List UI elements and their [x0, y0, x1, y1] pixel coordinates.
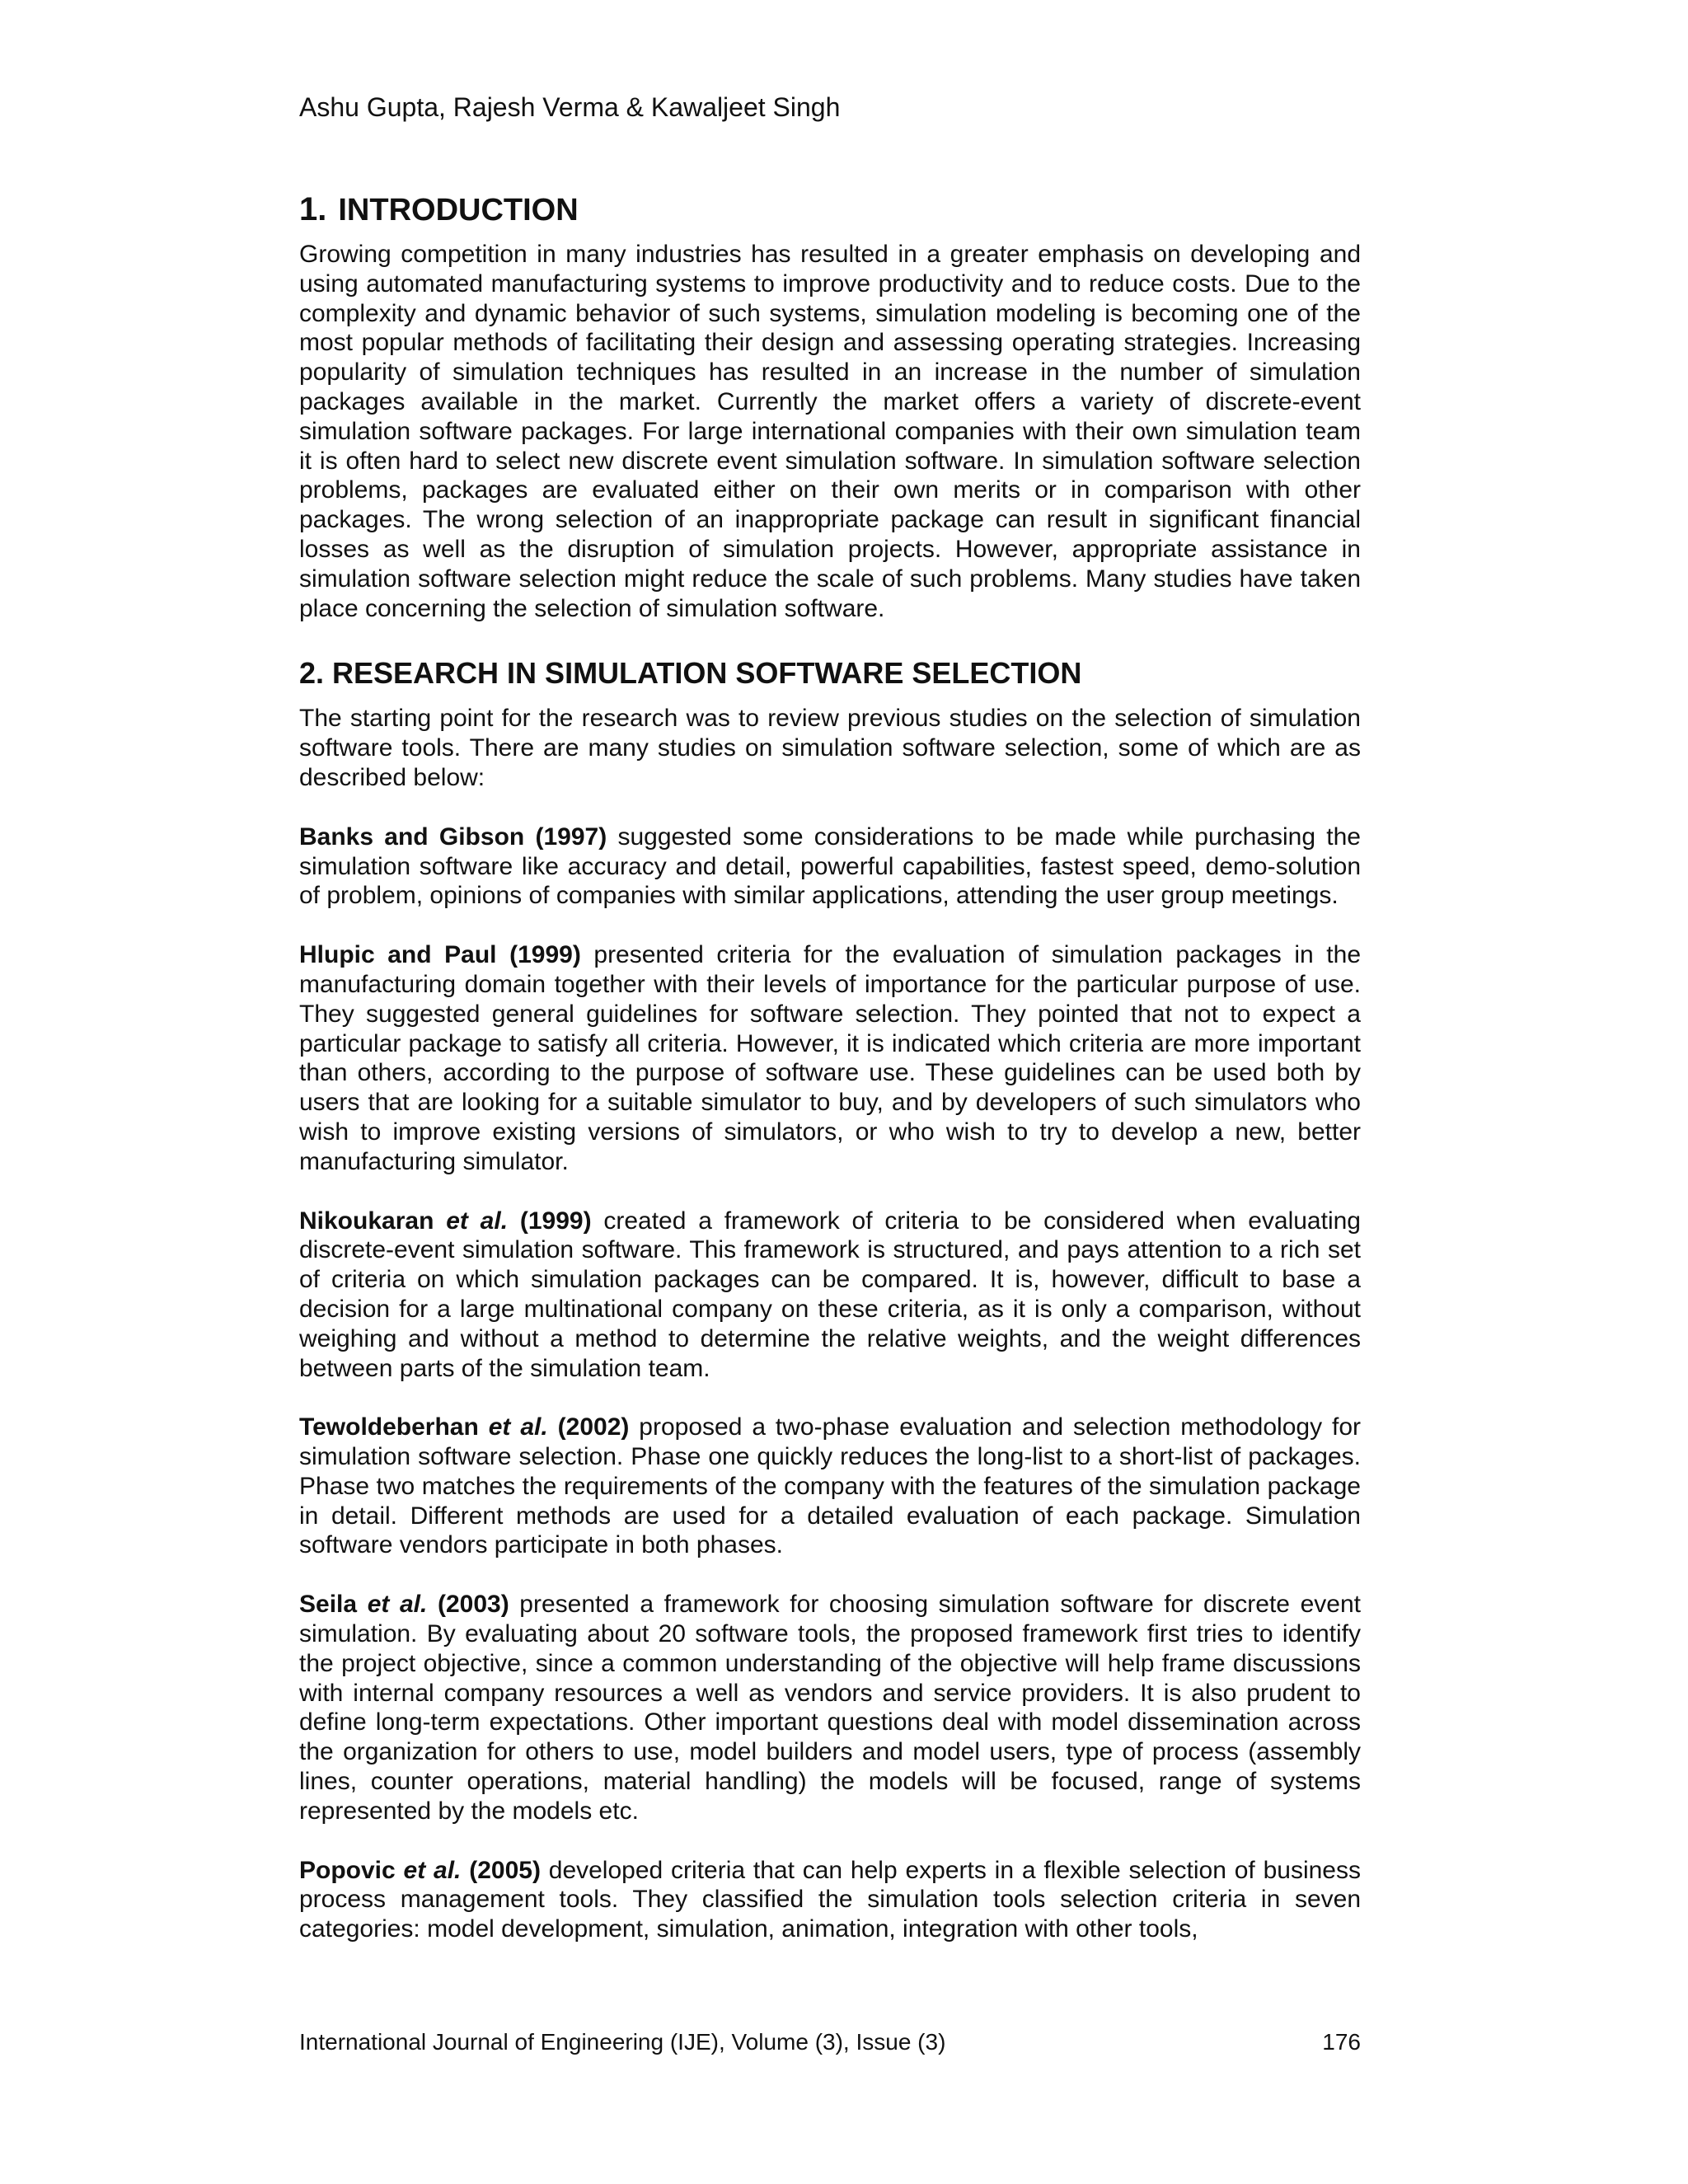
study-text: suggested some considerations to be made while purchasing the simulation software like accuracy and detail, powerful capabilities, fastest speed, demo-solution of problem, opinions of companies with similar applications, attending the user group meetings. — [299, 823, 1361, 910]
study-etal: et al. — [446, 1207, 509, 1235]
paper-body — [299, 191, 1361, 1974]
study-paragraph-seila — [299, 1590, 1361, 1825]
study-text: proposed a two-phase evaluation and selection methodology for simulation software selection. Phase one quickly reduces the long-list to a short-list of packages. Phase two matches the requirements of the company with the features of the simulation package in detail. Different methods are used for a detailed evaluation of each package. Simulation software vendors participate in both phases. — [299, 1413, 1361, 1559]
study-text: presented a framework for choosing simulation software for discrete event simulation. By evaluating about 20 software tools, the proposed framework first tries to identify the project objective, since a common understanding of the objective will help frame discussions with internal company resources a well as vendors and service providers. It is also prudent to define long-term expectations. Other important questions deal with model dissemination across the organization for others to use, model builders and model users, type of process (assembly lines, counter operations, material handling) the models will be focused, range of systems represented by the models etc. — [299, 1591, 1361, 1825]
study-etal: et al. — [403, 1856, 462, 1884]
study-year: (1999) — [519, 1207, 592, 1235]
study-etal: et al. — [488, 1413, 548, 1441]
study-authors: Banks and Gibson — [299, 823, 525, 851]
study-authors: Popovic — [299, 1856, 396, 1884]
study-paragraph-nikoukaran — [299, 1207, 1361, 1384]
section-heading-introduction — [299, 191, 1361, 228]
study-paragraph-popovic — [299, 1856, 1361, 1944]
study-authors: Hlupic and Paul — [299, 941, 497, 969]
study-paragraph-tewoldeberhan — [299, 1413, 1361, 1560]
running-footer — [299, 2027, 1361, 2057]
study-authors: Seila — [299, 1591, 358, 1619]
study-etal: et al. — [367, 1591, 428, 1619]
introduction-paragraph: Growing competition in many industries has resulted in a greater emphasis on developing and using automated manufacturing systems to improve productivity and to reduce costs. Due to the complexity and dynamic behavior of such systems, simulation modeling is becoming one of the most popular methods of facilitating their design and assessing operating strategies. Increasing popularity of simulation techniques has resulted in an increase in the number of simulation packages available in the market. Currently the market offers a variety of discrete-event simulation software packages. For large international companies with their own simulation team it is often hard to select new discrete event simulation software. In simulation software selection problems, packages are evaluated either on their own merits or in comparison with other packages. The wrong selection of an inappropriate package can result in significant financial losses as well as the disruption of simulation projects. However, appropriate assistance in simulation software selection might reduce the scale of such problems. Many studies have taken place concerning the selection of simulation software. — [299, 241, 1361, 622]
research-intro-paragraph: The starting point for the research was to review previous studies on the selection of simulation software tools. There are many studies on simulation software selection, some of which are as described below: — [299, 705, 1361, 791]
study-paragraph-hlupic — [299, 940, 1361, 1176]
study-year: (2002) — [557, 1413, 630, 1441]
journal-citation: International Journal of Engineering (IJE), Volume (3), Issue (3) — [299, 2029, 946, 2055]
study-paragraph-banks — [299, 823, 1361, 911]
study-year: (2003) — [437, 1591, 509, 1619]
study-authors: Nikoukaran — [299, 1207, 434, 1235]
study-year: (1999) — [509, 941, 581, 969]
study-text: created a framework of criteria to be considered when evaluating discrete-event simulation software. This framework is structured, and pays attention to a rich set of criteria on which simulation packages can be compared. It is, however, difficult to base a decision for a large multinational company on these criteria, as it is only a comparison, without weighing and without a method to determine the relative weights, and the weight differences between parts of the simulation team. — [299, 1207, 1361, 1382]
study-year: (2005) — [469, 1856, 541, 1884]
section-title: INTRODUCTION — [338, 193, 579, 227]
running-header: Ashu Gupta, Rajesh Verma & Kawaljeet Singh — [299, 92, 841, 122]
page-number: 176 — [1322, 2029, 1361, 2055]
study-year: (1997) — [535, 823, 607, 851]
study-authors: Tewoldeberhan — [299, 1413, 479, 1441]
study-text: presented criteria for the evaluation of simulation packages in the manufacturing domain together with their levels of importance for the particular purpose of use. They suggested general guidelines for software selection. They pointed that not to expect a particular package to satisfy all criteria. However, it is indicated which criteria are more important than others, according to the purpose of software use. These guidelines can be used both by users that are looking for a suitable simulator to buy, and by developers of such simulators who wish to improve existing versions of simulators, or who wish to try to develop a new, better manufacturing simulator. — [299, 941, 1362, 1175]
section-number: 1. — [299, 191, 327, 227]
section-heading-research: 2. RESEARCH IN SIMULATION SOFTWARE SELECTION — [299, 656, 1082, 691]
study-text: developed criteria that can help experts in a flexible selection of business process management tools. They classified the simulation tools selection criteria in seven categories: model development, simulation, animation, integration with other tools, — [299, 1856, 1361, 1943]
